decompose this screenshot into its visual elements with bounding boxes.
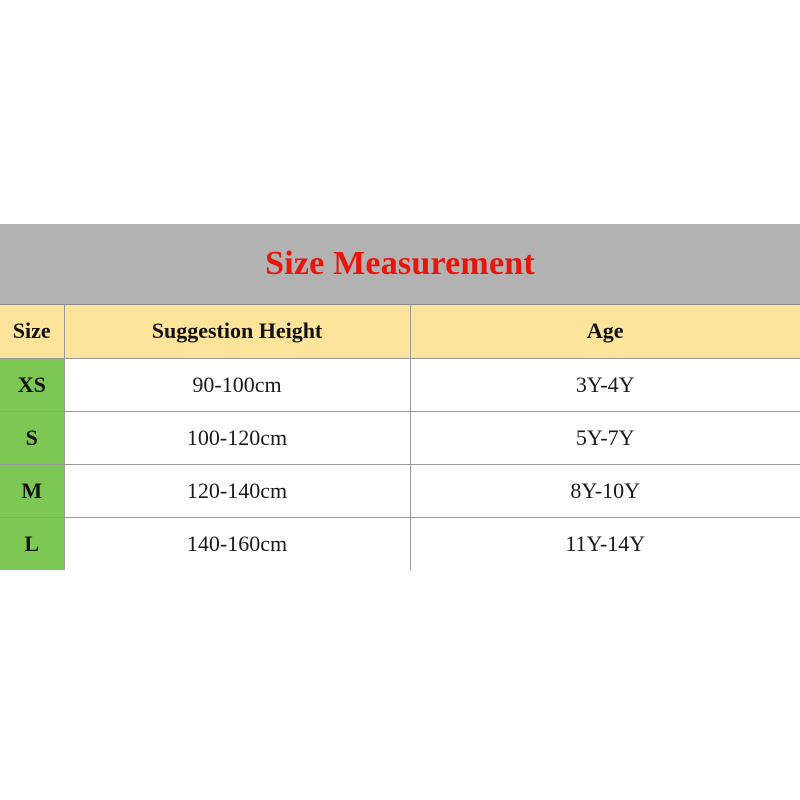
age-cell: 8Y-10Y xyxy=(410,464,800,517)
height-cell: 140-160cm xyxy=(64,517,410,570)
size-chart xyxy=(0,224,800,570)
age-cell: 11Y-14Y xyxy=(410,517,800,570)
table-row xyxy=(0,464,800,517)
header-suggestion-height: Suggestion Height xyxy=(64,305,410,358)
height-cell: 120-140cm xyxy=(64,464,410,517)
age-cell: 3Y-4Y xyxy=(410,358,800,411)
size-table xyxy=(0,305,800,570)
title-bar xyxy=(0,224,800,305)
height-cell: 90-100cm xyxy=(64,358,410,411)
header-size: Size xyxy=(0,305,64,358)
table-row xyxy=(0,411,800,464)
size-cell: S xyxy=(0,411,64,464)
chart-title: Size Measurement xyxy=(265,245,535,282)
table-row xyxy=(0,358,800,411)
table-row xyxy=(0,517,800,570)
size-cell: L xyxy=(0,517,64,570)
age-cell: 5Y-7Y xyxy=(410,411,800,464)
size-cell: M xyxy=(0,464,64,517)
size-cell: XS xyxy=(0,358,64,411)
header-row xyxy=(0,305,800,358)
header-age: Age xyxy=(410,305,800,358)
height-cell: 100-120cm xyxy=(64,411,410,464)
